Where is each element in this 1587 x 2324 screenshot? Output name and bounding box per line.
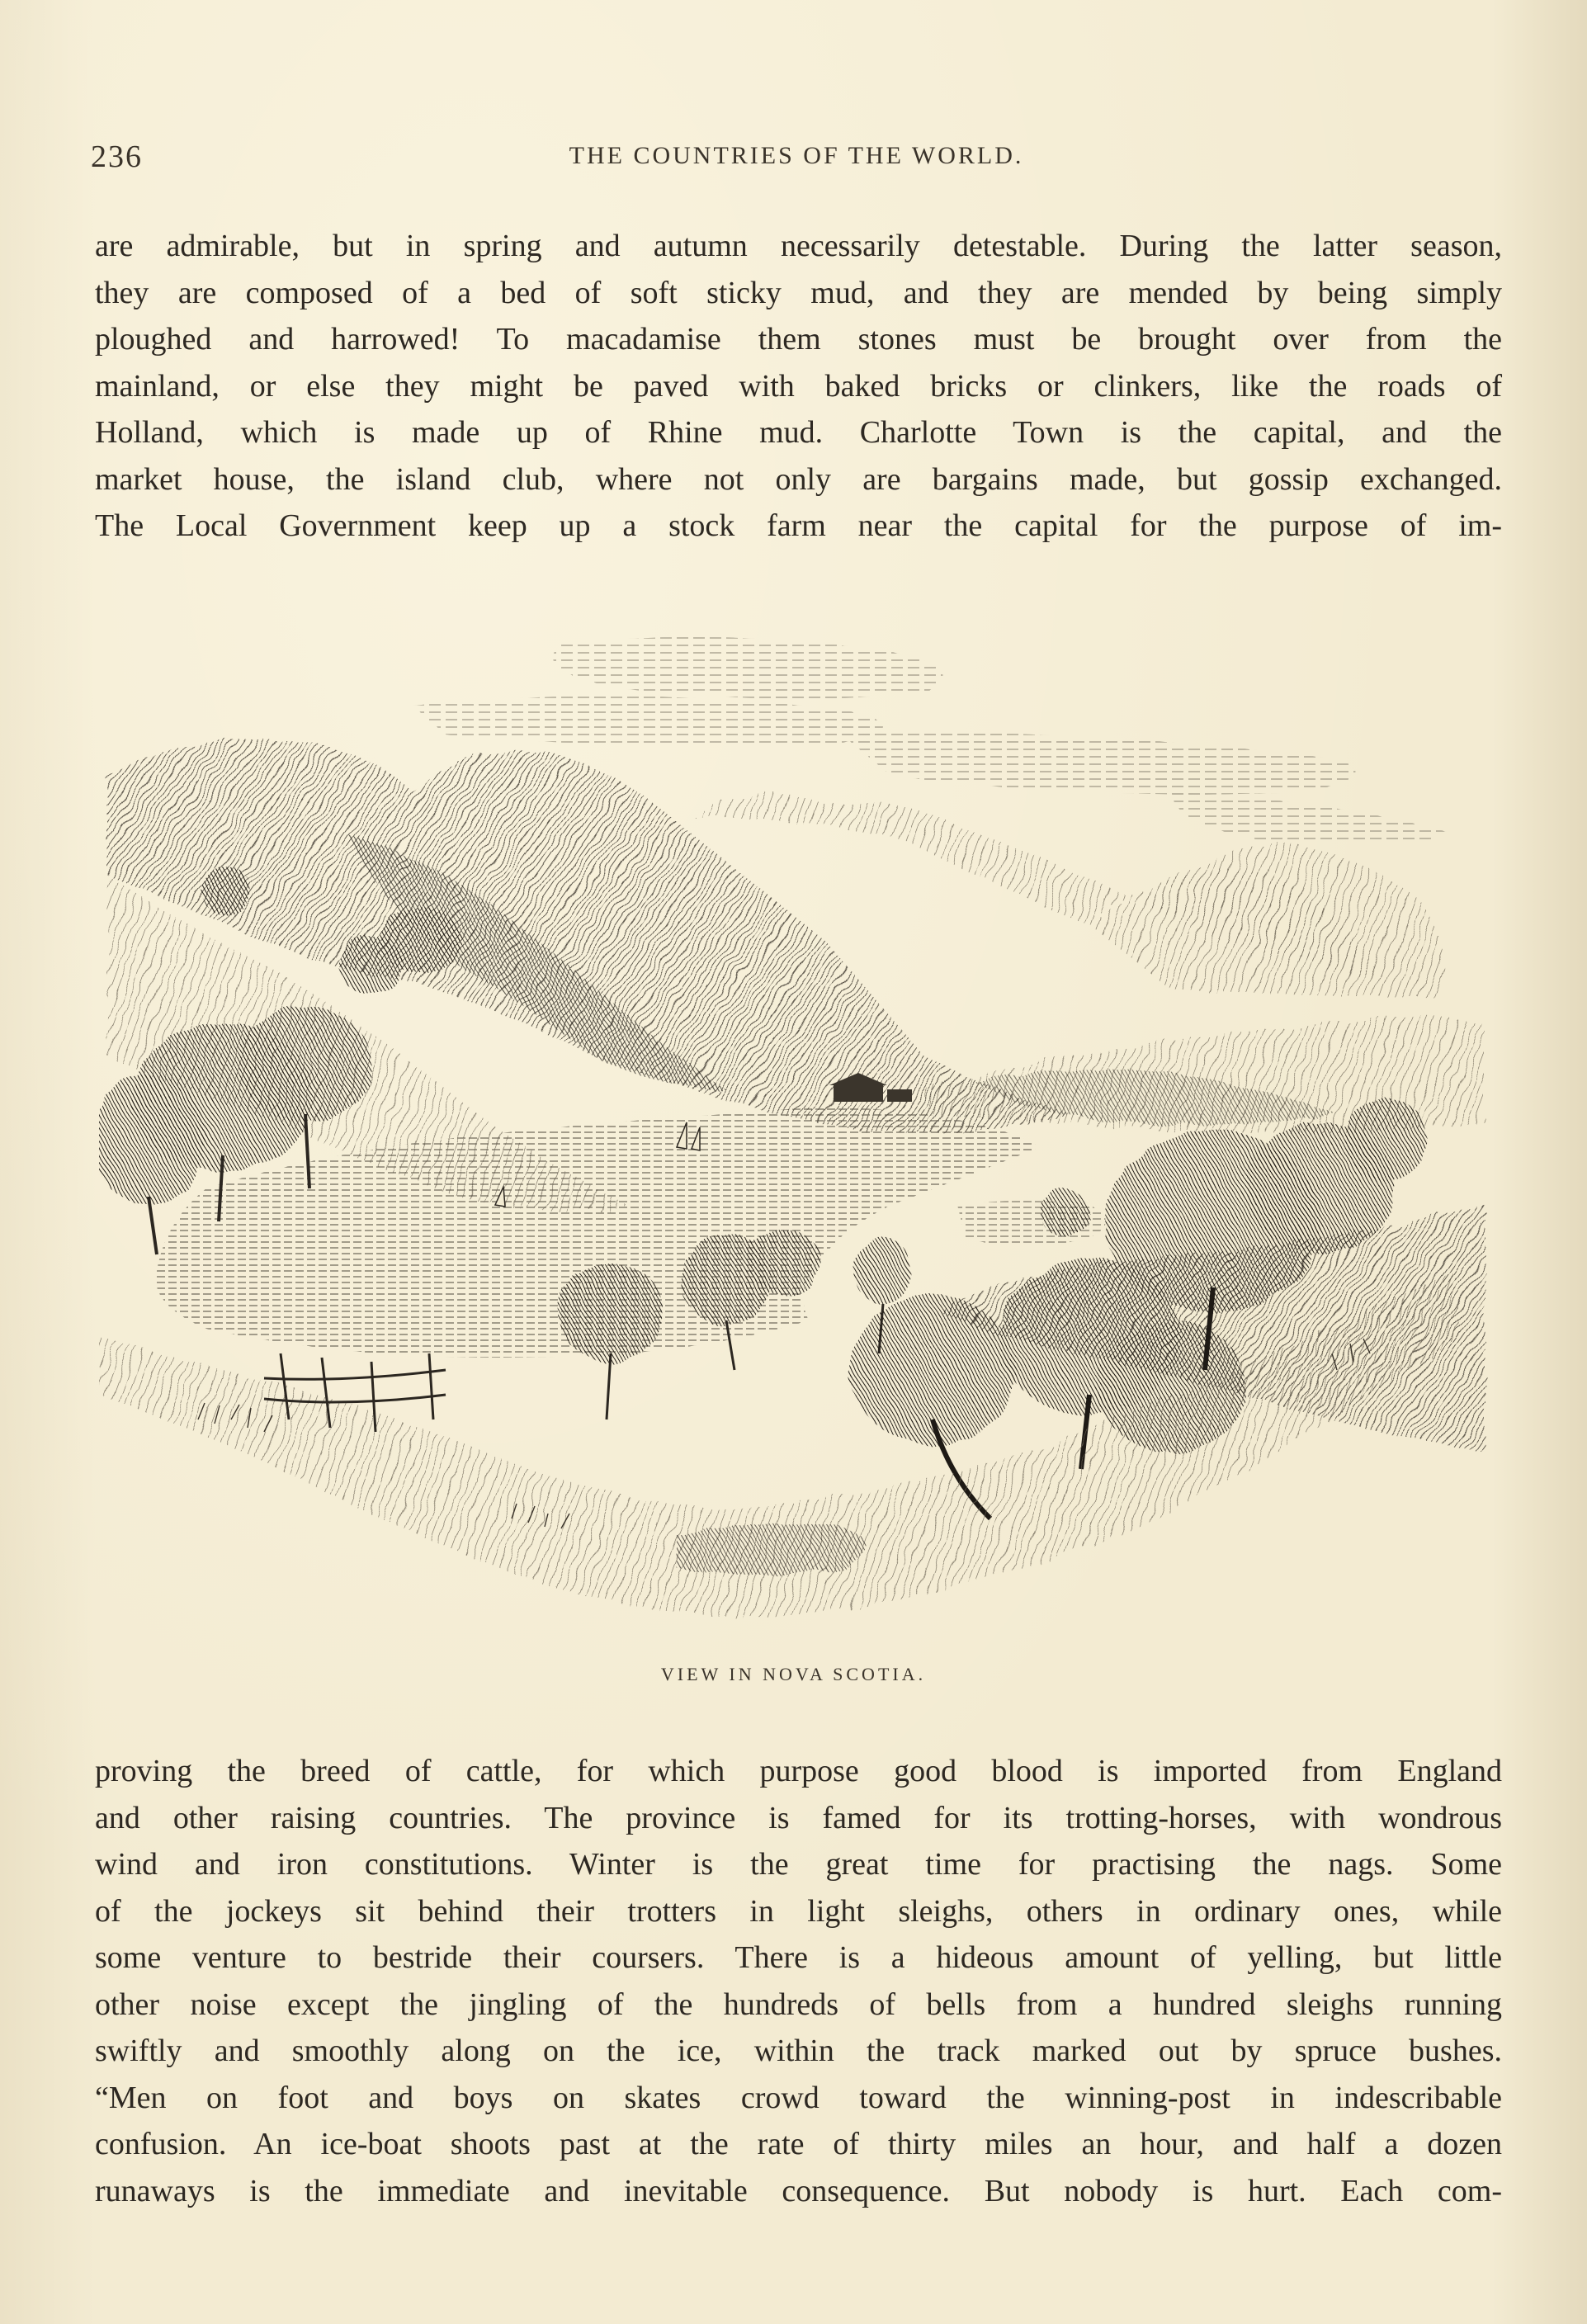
text-line: are admirable, but in spring and autumn necessarily detestable. During the latter season, <box>95 229 1502 263</box>
text-line: of the jockeys sit behind their trotters in light sleighs, others in ordinary ones, while <box>95 1893 1502 1929</box>
text-line: confusion. An ice-boat shoots past at the rate of thirty miles an hour, and half a dozen <box>95 2127 1502 2161</box>
text-line: ploughed and harrowed! To macadamise them stones must be brought over from the <box>95 322 1502 357</box>
text-line: mainland, or else they might be paved with baked bricks or clinkers, like the roads of <box>95 368 1502 404</box>
text-line: The Local Government keep up a stock farm near the capital for the purpose of im- <box>95 508 1502 543</box>
text-line: some venture to bestride their coursers. There is a hideous amount of yelling, but little <box>95 1940 1502 1975</box>
running-title: THE COUNTRIES OF THE WORLD. <box>569 142 1024 169</box>
text-line: “Men on foot and boys on skates crowd toward the winning-post in indescribable <box>95 2080 1502 2115</box>
lake-landscape-engraving <box>99 627 1494 1659</box>
bottom-paragraph <box>95 1748 1502 2214</box>
text-line: runaways is the immediate and inevitable consequence. But nobody is hurt. Each com- <box>95 2173 1502 2208</box>
text-line: they are composed of a bed of soft sticky mud, and they are mended by being simply <box>95 275 1502 310</box>
figure-caption: VIEW IN NOVA SCOTIA. <box>660 1664 927 1684</box>
text-line: other noise except the jingling of the hundreds of bells from a hundred sleighs running <box>95 1986 1502 2022</box>
running-head <box>91 139 1502 188</box>
text-line: wind and iron constitutions. Winter is the great time for practising the nags. Some <box>95 1847 1502 1882</box>
text-line: and other raising countries. The province is famed for its trotting-horses, with wondrous <box>95 1800 1502 1835</box>
page-number: 236 <box>91 139 143 174</box>
text-line: market house, the island club, where not only are bargains made, but gossip exchanged. <box>95 461 1502 497</box>
engraving-illustration <box>99 627 1494 1659</box>
text-line: proving the breed of cattle, for which purpose good blood is imported from England <box>95 1754 1502 1788</box>
text-line: Holland, which is made up of Rhine mud. Charlotte Town is the capital, and the <box>95 415 1502 450</box>
text-line: swiftly and smoothly along on the ice, within the track marked out by spruce bushes. <box>95 2034 1502 2068</box>
top-paragraph <box>95 223 1502 550</box>
